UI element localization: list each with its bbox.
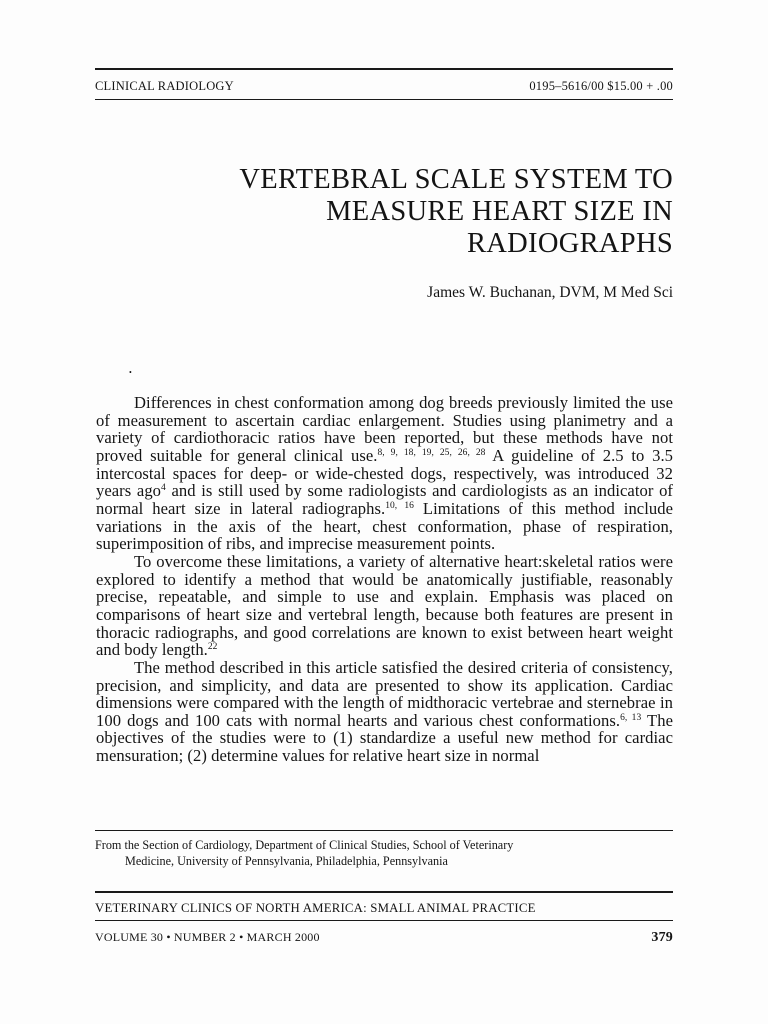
- title-line-2: MEASURE HEART SIZE IN: [326, 196, 673, 227]
- affiliation-line-1: From the Section of Cardiology, Department of Clinical Studies, School of Veterinary: [95, 838, 514, 852]
- citation-ref: 8, 9, 18, 19, 25, 26, 28: [377, 447, 486, 458]
- issue-info: VOLUME 30 • NUMBER 2 • MARCH 2000: [95, 930, 320, 944]
- p1-text-d: Limitations of this method include variations in the axis of the heart, chest conformation, phase of respiration, superimposition of ribs, and imprecise measurement points.: [96, 498, 673, 554]
- author-byline: James W. Buchanan, DVM, M Med Sci: [427, 284, 673, 301]
- affiliation-footnote: [95, 838, 673, 869]
- citation-ref: 10, 16: [385, 500, 414, 511]
- p1-text-c: and is still used by some radiologists and cardiologists as an indicator of normal heart size in lateral radiographs.: [96, 481, 673, 518]
- journal-rule-bottom: [95, 920, 673, 921]
- title-line-3: RADIOGRAPHS: [466, 228, 673, 259]
- paragraph-3: [96, 659, 673, 765]
- article-body: [96, 394, 673, 765]
- header-rule: [95, 68, 673, 70]
- journal-section: CLINICAL RADIOLOGY: [95, 79, 234, 93]
- issn-price: 0195–5616/00 $15.00 + .00: [529, 79, 673, 93]
- paragraph-1: [96, 394, 673, 553]
- footnote-rule: [95, 830, 673, 831]
- paragraph-2: [96, 553, 673, 659]
- journal-rule-top: [95, 891, 673, 893]
- page-footer: [95, 930, 673, 946]
- p3-text-b: The objectives of the studies were to (1) standardize a useful new method for cardiac mensuration; (2) determine values for relative heart size in normal: [96, 710, 673, 766]
- p1-text-a: Differences in chest conformation among dog breeds previously limited the use of measurement to ascertain cardiac enlargement. Studies using planimetry and a variety of cardiothoracic ratios have been reported, but these methods have not proved suitable for general clinical use.: [96, 393, 673, 465]
- p1-text-b: A guideline of 2.5 to 3.5 intercostal spaces for deep- or wide-chested dogs, respectively, was introduced 32 years ago: [96, 445, 674, 501]
- running-header: [95, 79, 673, 94]
- page-number: 379: [651, 930, 673, 945]
- title-line-1: VERTEBRAL SCALE SYSTEM TO: [239, 164, 673, 195]
- citation-ref: 4: [161, 483, 166, 494]
- header-underline: [95, 99, 673, 100]
- page-mark: •: [129, 368, 132, 377]
- p3-text-a: The method described in this article satisfied the desired criteria of consistency, precision, and simplicity, and data are presented to show its application. Cardiac dimensions were compared with the length of midthoracic vertebrae and sternebrae in 100 dogs and 100 cats with normal hearts and various chest conformations.: [96, 657, 673, 730]
- citation-ref: 22: [207, 642, 218, 653]
- citation-ref: 6, 13: [620, 712, 642, 723]
- affiliation-line-2: Medicine, University of Pennsylvania, Philadelphia, Pennsylvania: [125, 853, 448, 868]
- article-title: [113, 164, 673, 260]
- p2-text-a: To overcome these limitations, a variety of alternative heart:skeletal ratios were explored to identify a method that would be anatomically justifiable, reasonably precise, repeatable, and simple to use and explain. Emphasis was placed on comparisons of heart size and vertebral length, because both features are present in thoracic radiographs, and good correlations are known to exist between heart weight and body length.: [96, 551, 673, 660]
- journal-name: VETERINARY CLINICS OF NORTH AMERICA: SMALL ANIMAL PRACTICE: [95, 901, 536, 915]
